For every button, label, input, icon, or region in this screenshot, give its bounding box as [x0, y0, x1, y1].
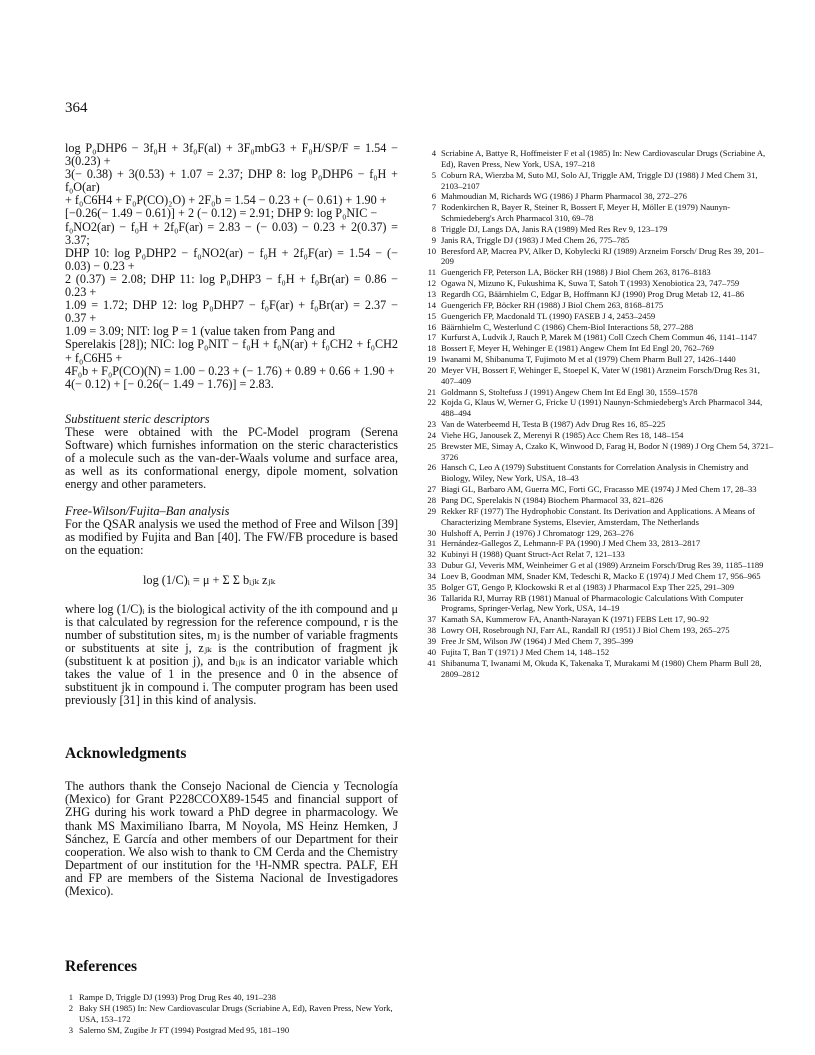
- reference-item: [65, 1025, 398, 1036]
- reference-number: 9: [431, 234, 436, 245]
- reference-text: Pang DC, Sperelakis N (1984) Biochem Pharmacol 33, 821–826: [441, 495, 663, 505]
- reference-number: 3: [68, 1024, 73, 1035]
- acknowledgments-heading: Acknowledgments: [65, 745, 187, 763]
- reference-number: 35: [427, 581, 436, 592]
- reference-item: [423, 484, 775, 495]
- reference-number: 28: [427, 495, 436, 505]
- reference-text: Viehe HG, Janousek Z, Merenyi R (1985) Acc Chem Res 18, 148–154: [441, 429, 684, 440]
- reference-text: Goldmann S, Stoltefuss J (1991) Angew Chem Int Ed Engl 30, 1559–1578: [441, 386, 698, 397]
- reference-number: 26: [427, 462, 436, 473]
- reference-number: 6: [431, 191, 436, 202]
- reference-item: [423, 430, 775, 441]
- reference-item: [423, 365, 775, 387]
- reference-item: [423, 170, 775, 192]
- reference-item: [423, 311, 775, 322]
- logp-line: 1.09 = 1.72; DHP 12: log P₀DHP7 − f₀F(ar) + f₀Br(ar) = 2.37 − 0.37 +: [65, 298, 398, 326]
- reference-number: 4: [431, 148, 436, 158]
- reference-text: Kurfurst A, Ludvik J, Rauch P, Marek M (1981) Coll Czech Chem Commun 46, 1141–1147: [441, 332, 757, 343]
- references-list-left: [65, 992, 398, 1035]
- logp-line: log P₀DHP6 − 3f₀H + 3f₀F(al) + 3F₀mbG3 + F₀H/SP/F = 1.54 − 3(0.23) +: [65, 141, 398, 169]
- reference-number: 25: [427, 440, 436, 451]
- reference-number: 31: [427, 538, 436, 549]
- fw-text: For the QSAR analysis we used the method of Free and Wilson [39] as modified by Fujita and Ban [40]. The FW/FB procedure is based on the equation:: [65, 517, 398, 558]
- reference-number: 12: [427, 278, 436, 289]
- reference-text: Kubinyi H (1988) Quant Struct-Act Relat 7, 121–133: [441, 549, 625, 560]
- reference-item: [423, 322, 775, 333]
- reference-text: Scriabine A, Battye R, Hoffmeister F et al (1985) In: New Cardiovascular Drugs (Scriabine A, Ed), Raven Press, New York, USA, 197–218: [441, 148, 766, 169]
- reference-text: Hulshoff A, Perrin J (1976) J Chromatogr 129, 263–276: [441, 527, 634, 538]
- reference-number: 36: [427, 592, 436, 603]
- reference-item: [423, 593, 775, 615]
- fw-explanation: where log (1/C)ᵢ is the biological activity of the ith compound and μ is that calculated by regression for the reference compound, r is the number of substitution sites, mⱼ is the number of variable fragments or substituents at site j, zⱼₖ is the contribution of fragment jk (substituent k at position j), and bᵢⱼₖ is an indicator variable which takes the value of 1 in the presence and 0 in the absence of substituent jk in compound i. The computer program has been used previously [31] in this kind of analysis.: [65, 601, 398, 708]
- reference-number: 30: [427, 527, 436, 538]
- reference-text: Tallarida RJ, Murray RB (1981) Manual of Pharmacologic Calculations With Computer Programs, Springer-Verlag, New York, USA, 14–19: [441, 592, 744, 614]
- references-heading: References: [65, 958, 138, 976]
- reference-item: [423, 300, 775, 311]
- reference-text: Regardh CG, Bäärnhielm C, Edgar B, Hoffmann KJ (1990) Prog Drug Metab 12, 41–86: [441, 288, 745, 299]
- reference-item: [423, 202, 775, 224]
- reference-number: 38: [427, 625, 436, 636]
- reference-item: [423, 614, 775, 625]
- reference-number: 7: [431, 202, 436, 213]
- reference-number: 14: [427, 299, 436, 310]
- reference-item: [423, 246, 775, 268]
- logp-calculations: [65, 142, 398, 391]
- reference-item: [423, 224, 775, 235]
- reference-text: Salerno SM, Zugibe Jr FT (1994) Postgrad Med 95, 181–190: [79, 1024, 290, 1035]
- logp-line: 4(− 0.12) + [− 0.26(− 1.49 − 1.76)] = 2.83.: [65, 376, 274, 391]
- reference-text: Guengerich FP, Böcker RH (1988) J Biol Chem 263, 8168–8175: [441, 299, 664, 310]
- reference-item: [423, 332, 775, 343]
- reference-text: Rekker RF (1977) The Hydrophobic Constant. Its Derivation and Applications. A Means of Characterizing Membrane Systems, Elsevier, Amsterdam, The Netherlands: [441, 505, 755, 527]
- reference-item: [423, 495, 775, 506]
- reference-number: 10: [427, 245, 436, 256]
- reference-item: [423, 571, 775, 582]
- reference-number: 22: [427, 397, 436, 408]
- reference-number: 19: [427, 354, 436, 365]
- reference-item: [423, 582, 775, 593]
- reference-text: Mahmoudian M, Richards WG (1986) J Pharm Pharmacol 38, 272–276: [441, 191, 687, 202]
- reference-item: [423, 538, 775, 549]
- fw-equation: log (1/C)ᵢ = μ + Σ Σ bᵢⱼₖ zⱼₖ: [143, 572, 276, 587]
- reference-number: 13: [427, 288, 436, 299]
- reference-text: Ogawa N, Mizuno K, Fukushima K, Suwa T, Satoh T (1993) Xenobiotica 23, 747–759: [441, 278, 740, 289]
- reference-number: 37: [427, 614, 436, 625]
- reference-text: Rodenkirchen R, Bayer R, Steiner R, Bossert F, Meyer H, Möller E (1979) Naunyn-Schmiedeberg's Arch Pharmacol 310, 69–78: [441, 202, 731, 224]
- reference-text: Bäärnhielm C, Westerlund C (1986) Chem-Biol Interactions 58, 277–288: [441, 321, 694, 332]
- reference-number: 33: [427, 560, 436, 571]
- reference-number: 41: [427, 657, 436, 668]
- references-list-right: [423, 148, 775, 679]
- reference-number: 24: [427, 429, 436, 440]
- reference-text: Brewster ME, Simay A, Czako K, Winwood D, Farag H, Bodor N (1989) J Org Chem 54, 3721–3726: [441, 440, 774, 462]
- reference-text: Janis RA, Triggle DJ (1983) J Med Chem 26, 775–785: [441, 234, 630, 245]
- reference-text: Guengerich FP, Macdonald TL (1990) FASEB J 4, 2453–2459: [441, 310, 656, 321]
- steric-text: These were obtained with the PC-Model program (Serena Software) which furnishes information on the steric characteristics of a molecule such as the van-der-Waals volume and surface area, as well as its conformational energy, dipole moment, solvation energy and other parameters.: [65, 424, 398, 492]
- reference-item: [423, 235, 775, 246]
- reference-item: [423, 419, 775, 430]
- reference-text: Shibanuma T, Iwanami M, Okuda K, Takenaka T, Murakami M (1980) Chem Pharm Bull 28, 2809–2812: [441, 657, 762, 679]
- logp-line: f₀NO2(ar) − f₀H + 2f₀F(ar) = 2.83 − (− 0.03) − 0.23 + 2(0.37) = 3.37;: [65, 219, 398, 247]
- left-column: [65, 142, 398, 1036]
- reference-text: Kojda G, Klaus W, Werner G, Fricke U (1991) Naunyn-Schmiedeberg's Arch Pharmacol 344, 488–494: [441, 397, 763, 419]
- reference-item: [423, 647, 775, 658]
- reference-text: Van de Waterbeemd H, Testa B (1987) Adv Drug Res 16, 85–225: [441, 419, 666, 430]
- steric-heading: Substituent steric descriptors: [65, 411, 210, 426]
- reference-number: 21: [427, 386, 436, 397]
- reference-number: 11: [427, 267, 436, 278]
- reference-number: 1: [68, 992, 73, 1003]
- reference-text: Coburn RA, Wierzba M, Suto MJ, Solo AJ, Triggle AM, Triggle DJ (1988) J Med Chem 31, 2103–2107: [441, 169, 758, 191]
- logp-line: + f₀C6H4 + F₀P(CO)₂O) + 2F₀b = 1.54 − 0.23 + (− 0.61) + 1.90 +: [65, 193, 387, 208]
- reference-item: [423, 549, 775, 560]
- reference-number: 27: [427, 484, 436, 495]
- acknowledgments-text: The authors thank the Consejo Nacional de Ciencia y Tecnología (Mexico) for Grant P228CCOX89-1545 and financial support of ZHG during his work toward a PhD degree in pharmacology. We thank MS Maximiliano Ibarra, M Noyola, MS Heinz Hemken, J Sánchez, E García and other members of our Department for their cooperation. We also wish to thank to CM Cerda and the Chemistry Department of our institution for the ¹H-NMR spectra. PALF, EH and FP are members of the Sistema Nacional de Investigadores (Mexico).: [65, 779, 398, 899]
- reference-text: Rampe D, Triggle DJ (1993) Prog Drug Res 40, 191–238: [79, 992, 276, 1003]
- reference-number: 18: [427, 343, 436, 354]
- reference-item: [423, 267, 775, 278]
- reference-text: Biagi GL, Barbaro AM, Guerra MC, Forti GC, Fracasso ME (1974) J Med Chem 17, 28–33: [441, 484, 757, 495]
- reference-item: [423, 397, 775, 419]
- reference-item: [423, 462, 775, 484]
- reference-text: Fujita T, Ban T (1971) J Med Chem 14, 148–152: [441, 646, 610, 657]
- reference-number: 2: [68, 1002, 73, 1013]
- reference-text: Guengerich FP, Peterson LA, Böcker RH (1988) J Biol Chem 263, 8176–8183: [441, 267, 711, 278]
- reference-number: 34: [427, 570, 436, 581]
- reference-text: Free Jr SM, Wilson JW (1964) J Med Chem 7, 395–399: [441, 635, 634, 646]
- logp-line: DHP 10: log P₀DHP2 − f₀NO2(ar) − f₀H + 2f₀F(ar) = 1.54 − (− 0.03) − 0.23 +: [65, 245, 398, 273]
- logp-line: 4F₀b + F₀P(CO)(N) = 1.00 − 0.23 + (− 1.76) + 0.89 + 0.66 + 1.90 +: [65, 363, 395, 378]
- reference-number: 23: [427, 419, 436, 430]
- reference-number: 15: [427, 310, 436, 321]
- reference-item: [423, 625, 775, 636]
- reference-number: 39: [427, 635, 436, 646]
- reference-text: Triggle DJ, Langs DA, Janis RA (1989) Med Res Rev 9, 123–179: [441, 223, 668, 234]
- reference-item: [423, 441, 775, 463]
- right-column: [423, 148, 775, 679]
- reference-number: 40: [427, 646, 436, 657]
- reference-item: [423, 343, 775, 354]
- reference-text: Baky SH (1985) In: New Cardiovascular Drugs (Scriabine A, Ed), Raven Press, New York, USA, 153–172: [79, 1002, 393, 1024]
- reference-item: [423, 289, 775, 300]
- reference-item: [423, 636, 775, 647]
- reference-text: Kamath SA, Kummerow FA, Ananth-Narayan K (1971) FEBS Lett 17, 90–92: [441, 614, 709, 625]
- reference-number: 29: [427, 505, 436, 516]
- page-number: 364: [65, 100, 88, 116]
- reference-text: Meyer VH, Bossert F, Wehinger E, Stoepel K, Vater W (1981) Arzneim Forsch/Drug Res 31, 407–409: [441, 364, 760, 386]
- reference-number: 17: [427, 332, 436, 343]
- reference-text: Bolger GT, Gengo P, Klockowski R et al (1983) J Pharmacol Exp Ther 225, 291–309: [441, 581, 735, 592]
- reference-item: [423, 354, 775, 365]
- reference-item: [423, 528, 775, 539]
- logp-line: 3(− 0.38) + 3(0.53) + 1.07 = 2.37; DHP 8: log P₀DHP6 − f₀H + f₀O(ar): [65, 167, 398, 195]
- reference-text: Dubur GJ, Veveris MM, Weinheimer G et al (1989) Arzneim Forsch/Drug Res 39, 1185–1189: [441, 560, 764, 571]
- logp-line: Sperelakis [28]); NIC: log P₀NIT − f₀H + f₀N(ar) + f₀CH2 + f₀CH2 + f₀C6H5 +: [65, 337, 398, 365]
- reference-text: Lowry OH, Rosebrough NJ, Farr AL, Randall RJ (1951) J Biol Chem 193, 265–275: [441, 625, 730, 636]
- logp-line: 2 (0.37) = 2.08; DHP 11: log P₀DHP3 − f₀H + f₀Br(ar) = 0.86 − 0.23 +: [65, 271, 398, 300]
- reference-item: [423, 191, 775, 202]
- logp-line: 1.09 = 3.09; NIT: log P = 1 (value taken from Pang and: [65, 324, 335, 339]
- reference-item: [423, 387, 775, 398]
- reference-text: Beresford AP, Macrea PV, Alker D, Kobylecki RJ (1989) Arzneim Forsch/ Drug Res 39, 201–209: [441, 245, 764, 267]
- reference-item: [423, 148, 775, 170]
- reference-text: Iwanami M, Shibanuma T, Fujimoto M et al (1979) Chem Pharm Bull 27, 1426–1440: [441, 354, 736, 365]
- reference-item: [65, 992, 398, 1003]
- reference-item: [423, 506, 775, 528]
- reference-text: Bossert F, Meyer H, Wehinger E (1981) Angew Chem Int Ed Engl 20, 762–769: [441, 343, 714, 354]
- reference-text: Hansch C, Leo A (1979) Substituent Constants for Correlation Analysis in Chemistry and Biology, Wiley, New York, USA, 18–43: [441, 462, 749, 484]
- reference-number: 32: [427, 549, 436, 560]
- reference-number: 16: [427, 321, 436, 332]
- reference-item: [65, 1003, 398, 1025]
- reference-item: [423, 560, 775, 571]
- reference-number: 5: [431, 169, 436, 180]
- reference-number: 20: [427, 364, 436, 375]
- reference-item: [423, 658, 775, 680]
- reference-text: Loev B, Goodman MM, Snader KM, Tedeschi R, Macko E (1974) J Med Chem 17, 956–965: [441, 570, 761, 581]
- reference-text: Hernández-Gallegos Z, Lehmann-F PA (1990) J Med Chem 33, 2813–2817: [441, 538, 701, 549]
- fw-heading: Free-Wilson/Fujita–Ban analysis: [65, 504, 230, 519]
- reference-item: [423, 278, 775, 289]
- logp-line: [−0.26(− 1.49 − 0.61)] + 2 (− 0.12) = 2.91; DHP 9: log P₀NIC −: [65, 206, 378, 221]
- reference-number: 8: [431, 223, 436, 234]
